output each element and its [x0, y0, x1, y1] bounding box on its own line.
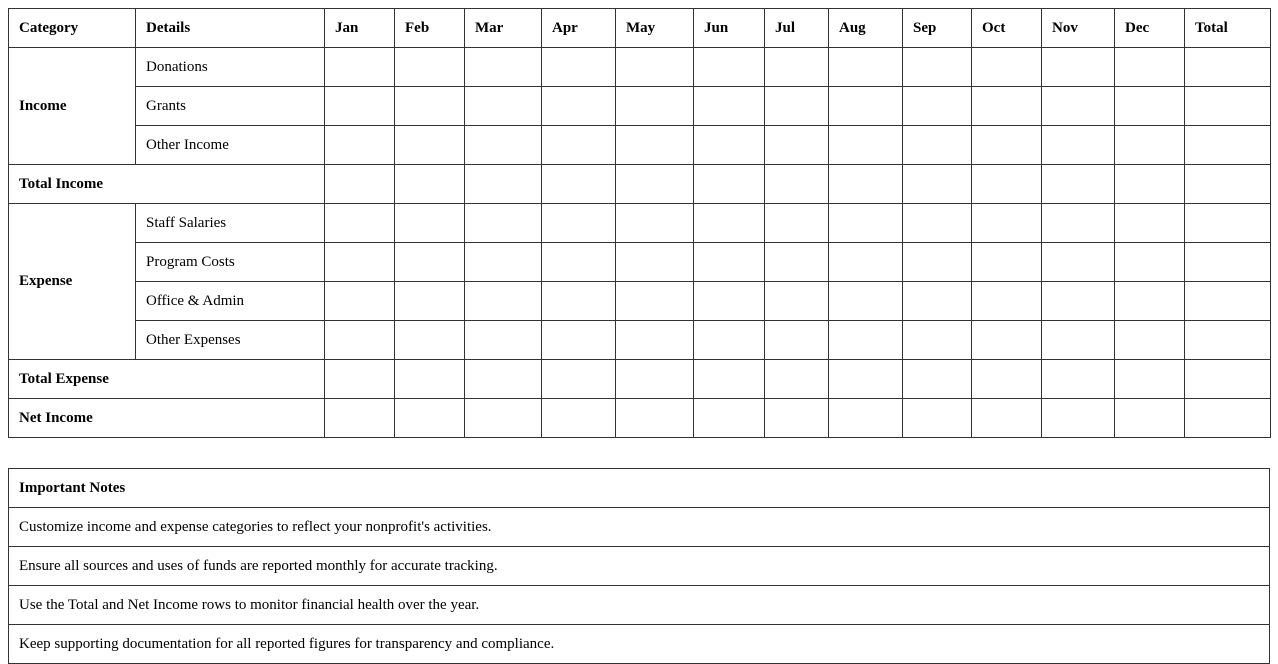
net-income-row — [9, 399, 1271, 438]
amount-cell[interactable] — [765, 126, 829, 165]
amount-cell[interactable] — [325, 321, 395, 360]
amount-cell[interactable] — [694, 243, 765, 282]
amount-cell[interactable] — [972, 204, 1042, 243]
table-row — [9, 87, 1271, 126]
amount-cell[interactable] — [395, 282, 465, 321]
amount-cell[interactable] — [903, 399, 972, 438]
amount-cell[interactable] — [903, 204, 972, 243]
amount-cell[interactable] — [829, 399, 903, 438]
amount-cell[interactable] — [616, 126, 694, 165]
amount-cell[interactable] — [972, 87, 1042, 126]
total-income-label: Total Income — [9, 165, 325, 204]
amount-cell[interactable] — [616, 204, 694, 243]
amount-cell[interactable] — [1185, 282, 1271, 321]
amount-cell[interactable] — [1115, 243, 1185, 282]
amount-cell[interactable] — [1115, 204, 1185, 243]
amount-cell[interactable] — [542, 204, 616, 243]
amount-cell[interactable] — [1115, 165, 1185, 204]
amount-cell[interactable] — [616, 165, 694, 204]
amount-cell[interactable] — [903, 243, 972, 282]
note-text: Ensure all sources and uses of funds are reported monthly for accurate tracking. — [9, 547, 1270, 586]
amount-cell[interactable] — [1185, 321, 1271, 360]
amount-cell[interactable] — [616, 282, 694, 321]
amount-cell[interactable] — [1115, 48, 1185, 87]
amount-cell[interactable] — [325, 360, 395, 399]
header-apr: Apr — [542, 9, 616, 48]
header-may: May — [616, 9, 694, 48]
header-jul: Jul — [765, 9, 829, 48]
amount-cell[interactable] — [395, 204, 465, 243]
amount-cell[interactable] — [395, 360, 465, 399]
note-row — [9, 586, 1270, 625]
amount-cell[interactable] — [765, 321, 829, 360]
amount-cell[interactable] — [829, 282, 903, 321]
amount-cell[interactable] — [325, 87, 395, 126]
amount-cell[interactable] — [1042, 282, 1115, 321]
amount-cell[interactable] — [829, 165, 903, 204]
table-row — [9, 126, 1271, 165]
amount-cell[interactable] — [1115, 126, 1185, 165]
net-income-label: Net Income — [9, 399, 325, 438]
amount-cell[interactable] — [616, 243, 694, 282]
amount-cell[interactable] — [465, 165, 542, 204]
amount-cell[interactable] — [542, 126, 616, 165]
amount-cell[interactable] — [465, 87, 542, 126]
amount-cell[interactable] — [972, 165, 1042, 204]
header-jan: Jan — [325, 9, 395, 48]
amount-cell[interactable] — [1185, 360, 1271, 399]
amount-cell[interactable] — [765, 48, 829, 87]
amount-cell[interactable] — [1042, 243, 1115, 282]
amount-cell[interactable] — [972, 399, 1042, 438]
note-text: Customize income and expense categories to reflect your nonprofit's activities. — [9, 508, 1270, 547]
amount-cell[interactable] — [1185, 204, 1271, 243]
amount-cell[interactable] — [542, 282, 616, 321]
amount-cell[interactable] — [972, 48, 1042, 87]
notes-title: Important Notes — [9, 469, 1270, 508]
amount-cell[interactable] — [903, 321, 972, 360]
amount-cell[interactable] — [765, 282, 829, 321]
amount-cell[interactable] — [395, 321, 465, 360]
amount-cell[interactable] — [1115, 360, 1185, 399]
header-total: Total — [1185, 9, 1271, 48]
amount-cell[interactable] — [1115, 399, 1185, 438]
amount-cell[interactable] — [1115, 87, 1185, 126]
amount-cell[interactable] — [395, 126, 465, 165]
amount-cell[interactable] — [765, 360, 829, 399]
header-dec: Dec — [1115, 9, 1185, 48]
note-row — [9, 508, 1270, 547]
amount-cell[interactable] — [1042, 360, 1115, 399]
total-expense-label: Total Expense — [9, 360, 325, 399]
amount-cell[interactable] — [765, 165, 829, 204]
amount-cell[interactable] — [465, 204, 542, 243]
amount-cell[interactable] — [829, 87, 903, 126]
amount-cell[interactable] — [765, 204, 829, 243]
amount-cell[interactable] — [1042, 87, 1115, 126]
amount-cell[interactable] — [1042, 165, 1115, 204]
amount-cell[interactable] — [395, 165, 465, 204]
amount-cell[interactable] — [1185, 243, 1271, 282]
amount-cell[interactable] — [829, 126, 903, 165]
amount-cell[interactable] — [972, 321, 1042, 360]
amount-cell[interactable] — [1042, 126, 1115, 165]
amount-cell[interactable] — [616, 399, 694, 438]
header-feb: Feb — [395, 9, 465, 48]
amount-cell[interactable] — [542, 48, 616, 87]
expense-item-label: Office & Admin — [136, 282, 325, 321]
table-row — [9, 48, 1271, 87]
note-row — [9, 625, 1270, 664]
amount-cell[interactable] — [1185, 126, 1271, 165]
header-jun: Jun — [694, 9, 765, 48]
amount-cell[interactable] — [465, 126, 542, 165]
amount-cell[interactable] — [903, 165, 972, 204]
amount-cell[interactable] — [765, 243, 829, 282]
amount-cell[interactable] — [694, 87, 765, 126]
amount-cell[interactable] — [395, 48, 465, 87]
amount-cell[interactable] — [465, 399, 542, 438]
amount-cell[interactable] — [325, 126, 395, 165]
note-text: Use the Total and Net Income rows to monitor financial health over the year. — [9, 586, 1270, 625]
amount-cell[interactable] — [694, 126, 765, 165]
income-item-label: Donations — [136, 48, 325, 87]
amount-cell[interactable] — [765, 87, 829, 126]
amount-cell[interactable] — [325, 399, 395, 438]
amount-cell[interactable] — [325, 282, 395, 321]
amount-cell[interactable] — [903, 360, 972, 399]
header-oct: Oct — [972, 9, 1042, 48]
amount-cell[interactable] — [465, 48, 542, 87]
amount-cell[interactable] — [395, 87, 465, 126]
amount-cell[interactable] — [542, 321, 616, 360]
amount-cell[interactable] — [694, 321, 765, 360]
amount-cell[interactable] — [325, 48, 395, 87]
total-income-row — [9, 165, 1271, 204]
amount-cell[interactable] — [325, 243, 395, 282]
amount-cell[interactable] — [395, 399, 465, 438]
amount-cell[interactable] — [1042, 204, 1115, 243]
amount-cell[interactable] — [616, 87, 694, 126]
amount-cell[interactable] — [694, 165, 765, 204]
amount-cell[interactable] — [1185, 399, 1271, 438]
amount-cell[interactable] — [465, 282, 542, 321]
income-item-label: Other Income — [136, 126, 325, 165]
amount-cell[interactable] — [616, 360, 694, 399]
amount-cell[interactable] — [829, 321, 903, 360]
expense-item-label: Staff Salaries — [136, 204, 325, 243]
header-category: Category — [9, 9, 136, 48]
notes-title-row — [9, 469, 1270, 508]
amount-cell[interactable] — [465, 321, 542, 360]
amount-cell[interactable] — [1115, 282, 1185, 321]
amount-cell[interactable] — [694, 360, 765, 399]
table-row — [9, 282, 1271, 321]
header-aug: Aug — [829, 9, 903, 48]
amount-cell[interactable] — [325, 165, 395, 204]
amount-cell[interactable] — [972, 282, 1042, 321]
amount-cell[interactable] — [903, 48, 972, 87]
note-text: Keep supporting documentation for all reported figures for transparency and compliance. — [9, 625, 1270, 664]
amount-cell[interactable] — [465, 360, 542, 399]
amount-cell[interactable] — [694, 48, 765, 87]
amount-cell[interactable] — [972, 243, 1042, 282]
total-expense-row — [9, 360, 1271, 399]
amount-cell[interactable] — [765, 399, 829, 438]
table-row — [9, 321, 1271, 360]
amount-cell[interactable] — [829, 48, 903, 87]
amount-cell[interactable] — [829, 243, 903, 282]
amount-cell[interactable] — [1185, 165, 1271, 204]
amount-cell[interactable] — [616, 321, 694, 360]
amount-cell[interactable] — [542, 165, 616, 204]
amount-cell[interactable] — [325, 204, 395, 243]
amount-cell[interactable] — [1115, 321, 1185, 360]
income-category-label: Income — [9, 48, 136, 165]
amount-cell[interactable] — [616, 48, 694, 87]
amount-cell[interactable] — [694, 204, 765, 243]
amount-cell[interactable] — [1042, 399, 1115, 438]
expense-category-label: Expense — [9, 204, 136, 360]
amount-cell[interactable] — [395, 243, 465, 282]
amount-cell[interactable] — [542, 87, 616, 126]
expense-item-label: Other Expenses — [136, 321, 325, 360]
header-details: Details — [136, 9, 325, 48]
note-row — [9, 547, 1270, 586]
amount-cell[interactable] — [829, 360, 903, 399]
amount-cell[interactable] — [972, 360, 1042, 399]
table-row — [9, 204, 1271, 243]
header-row — [9, 9, 1271, 48]
notes-table — [8, 468, 1270, 664]
header-mar: Mar — [465, 9, 542, 48]
amount-cell[interactable] — [542, 360, 616, 399]
amount-cell[interactable] — [694, 282, 765, 321]
amount-cell[interactable] — [972, 126, 1042, 165]
amount-cell[interactable] — [465, 243, 542, 282]
amount-cell[interactable] — [1185, 87, 1271, 126]
amount-cell[interactable] — [903, 282, 972, 321]
amount-cell[interactable] — [903, 87, 972, 126]
table-row — [9, 243, 1271, 282]
header-nov: Nov — [1042, 9, 1115, 48]
amount-cell[interactable] — [1042, 321, 1115, 360]
header-sep: Sep — [903, 9, 972, 48]
amount-cell[interactable] — [903, 126, 972, 165]
amount-cell[interactable] — [694, 399, 765, 438]
amount-cell[interactable] — [1185, 48, 1271, 87]
income-item-label: Grants — [136, 87, 325, 126]
amount-cell[interactable] — [542, 399, 616, 438]
amount-cell[interactable] — [1042, 48, 1115, 87]
amount-cell[interactable] — [829, 204, 903, 243]
budget-table — [8, 8, 1271, 438]
expense-item-label: Program Costs — [136, 243, 325, 282]
amount-cell[interactable] — [542, 243, 616, 282]
